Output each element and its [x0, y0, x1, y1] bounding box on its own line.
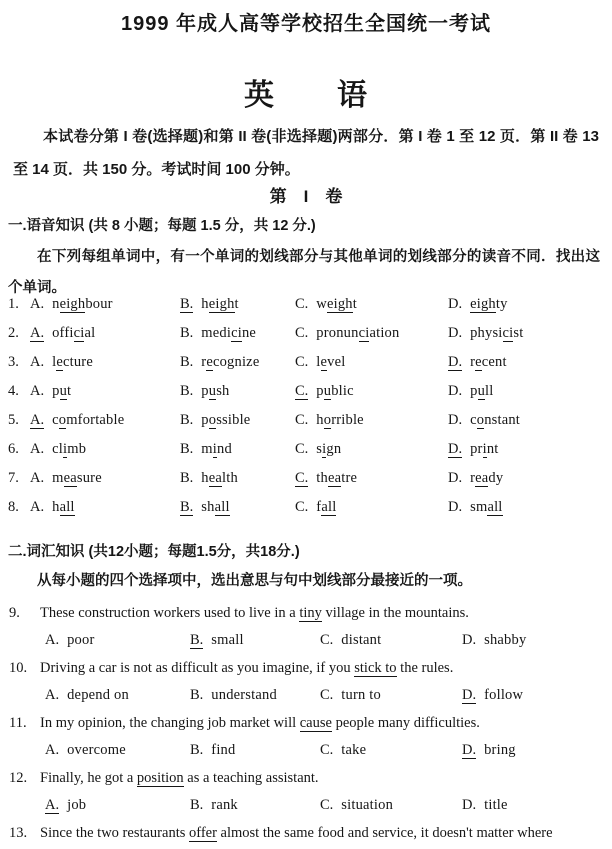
option-letter: A. [30, 470, 45, 486]
option-letter: C. [295, 325, 309, 341]
option-letter: A. [45, 687, 60, 703]
option-word: mind [201, 441, 232, 457]
vocab-question [0, 819, 612, 847]
underlined-segment: i [212, 441, 218, 457]
option-word: turn to [341, 687, 381, 703]
option-word: pull [470, 383, 494, 399]
option-word: small [211, 632, 244, 648]
underlined-segment: all [214, 499, 230, 515]
option-word: put [52, 383, 72, 399]
option-D [448, 383, 612, 400]
underlined-segment: ea [327, 470, 342, 486]
question-number: 12. [9, 770, 28, 786]
option-word: follow [484, 687, 524, 703]
phonetics-question-row [0, 383, 612, 412]
option-C [320, 627, 462, 654]
option-word: push [201, 383, 230, 399]
section2-heading: 二.词汇知识 (共12小题；每题1.5分，共18分.) [8, 544, 300, 560]
underlined-segment: u [323, 383, 332, 399]
underlined-segment: o [58, 412, 67, 428]
phonetics-question-row [0, 325, 612, 354]
option-A [30, 499, 180, 516]
intro-paragraph: 本试卷分第 I 卷(选择题)和第 II 卷(非选择题)两部分．第 I 卷 1 至 12 页．第 II 卷 13 至 14 页．共 150 分。考试时间 100 分钟。 [13, 128, 599, 178]
underlined-segment: eigh [59, 296, 86, 312]
question-number: 7. [8, 470, 19, 486]
underlined-segment: ci [231, 325, 242, 341]
question-sentence: Finally, he got a position as a teaching assistant. [40, 770, 319, 786]
option-letter: C. [295, 470, 309, 486]
question-number: 6. [8, 441, 19, 457]
option-letter: D. [448, 296, 463, 312]
option-C [320, 682, 462, 709]
option-word: health [201, 470, 238, 486]
underlined-segment: o [476, 412, 485, 428]
option-B [190, 737, 320, 764]
option-word: recognize [201, 354, 260, 370]
option-row [0, 792, 612, 819]
question-sentence: In my opinion, the changing job market will cause people many difficulties. [40, 715, 480, 731]
section1-heading: 一.语音知识 (共 8 小题；每题 1.5 分，共 12 分.) [8, 218, 316, 234]
option-word: weight [316, 296, 357, 312]
phonetics-question-row [0, 296, 612, 325]
question-sentence: Driving a car is not as difficult as you imagine, if you stick to the rules. [40, 660, 454, 676]
question-sentence-line [0, 654, 612, 682]
underlined-segment: stick to [354, 660, 397, 676]
option-word: bring [484, 742, 516, 758]
option-word: shall [201, 499, 230, 515]
option-word: eighty [470, 296, 508, 312]
question-sentence-line [0, 819, 612, 847]
underlined-segment: ci [358, 325, 370, 341]
phonetics-question-row [0, 499, 612, 528]
option-letter: D. [448, 412, 463, 428]
option-B [180, 354, 295, 371]
option-A [30, 412, 180, 429]
vocab-question-list [0, 599, 612, 847]
underlined-segment: ci [502, 325, 514, 341]
underlined-segment: ea [63, 470, 77, 486]
option-word: medicine [201, 325, 257, 341]
option-letter: A. [45, 632, 60, 648]
underlined-segment: cause [299, 715, 332, 731]
option-C [320, 792, 462, 819]
option-D [462, 792, 612, 819]
question-number: 10. [9, 660, 28, 676]
question-number: 9. [9, 605, 20, 621]
option-letter: D. [448, 325, 463, 341]
underlined-segment: ea [208, 470, 223, 486]
option-D [448, 354, 612, 371]
option-C [295, 354, 448, 371]
option-letter: C. [320, 687, 334, 703]
option-letter: C. [295, 499, 309, 515]
option-letter: A. [30, 296, 45, 312]
option-D [448, 296, 612, 313]
option-word: fall [316, 499, 337, 515]
option-letter: A. [30, 325, 45, 341]
option-letter: B. [180, 470, 194, 486]
underlined-segment: u [59, 383, 68, 399]
question-sentence: Since the two restaurants offer almost the same food and service, it doesn't matter where [40, 825, 553, 841]
option-word: print [470, 441, 499, 457]
option-row [0, 682, 612, 709]
underlined-segment: i [62, 441, 68, 457]
option-B [180, 470, 295, 487]
option-word: constant [470, 412, 521, 428]
option-letter: C. [320, 797, 334, 813]
question-number: 4. [8, 383, 19, 399]
option-letter: A. [45, 797, 60, 813]
option-D [448, 325, 612, 342]
option-word: possible [201, 412, 251, 428]
option-letter: B. [180, 296, 194, 312]
option-word: sign [316, 441, 342, 457]
option-letter: D. [448, 354, 463, 370]
option-letter: A. [30, 383, 45, 399]
option-A [45, 792, 190, 819]
underlined-segment: offer [189, 825, 217, 841]
option-letter: A. [30, 354, 45, 370]
option-letter: C. [295, 296, 309, 312]
option-letter: D. [448, 383, 463, 399]
option-word: rank [211, 797, 238, 813]
option-A [30, 441, 180, 458]
option-D [448, 470, 612, 487]
subject-title: 英 语 [244, 79, 368, 112]
option-word: hall [52, 499, 75, 515]
question-sentence: These construction workers used to live in a tiny village in the mountains. [40, 605, 469, 621]
option-word: title [484, 797, 508, 813]
option-A [30, 325, 180, 342]
underlined-segment: tiny [299, 605, 322, 621]
option-word: comfortable [52, 412, 125, 428]
phonetics-question-row [0, 441, 612, 470]
option-word: take [341, 742, 367, 758]
option-letter: B. [180, 441, 194, 457]
option-B [190, 627, 320, 654]
underlined-segment: eigh [208, 296, 235, 312]
option-letter: A. [30, 441, 45, 457]
underlined-segment: u [477, 383, 486, 399]
option-B [190, 682, 320, 709]
option-B [180, 412, 295, 429]
option-B [180, 441, 295, 458]
option-letter: D. [462, 797, 477, 813]
option-C [295, 325, 448, 342]
option-word: measure [52, 470, 102, 486]
option-word: job [67, 797, 87, 813]
underlined-segment: eigh [326, 296, 353, 312]
underlined-segment: e [206, 354, 213, 370]
option-D [448, 441, 612, 458]
option-A [45, 682, 190, 709]
underlined-segment: all [487, 499, 503, 515]
vocab-question [0, 599, 612, 654]
underlined-segment: all [321, 499, 337, 515]
option-C [320, 737, 462, 764]
option-word: depend on [67, 687, 129, 703]
underlined-segment: ea [475, 470, 489, 486]
option-word: level [316, 354, 346, 370]
option-word: height [201, 296, 239, 312]
option-letter: B. [190, 632, 204, 648]
option-word: overcome [67, 742, 126, 758]
option-letter: D. [462, 687, 477, 703]
question-number: 2. [8, 325, 19, 341]
option-B [180, 325, 295, 342]
phonetics-question-row [0, 412, 612, 441]
underlined-segment: position [136, 770, 184, 786]
option-word: recent [470, 354, 507, 370]
option-letter: C. [295, 412, 309, 428]
option-A [30, 296, 180, 313]
option-letter: D. [448, 499, 463, 515]
underlined-segment: u [208, 383, 217, 399]
option-C [295, 470, 448, 487]
option-word: distant [341, 632, 382, 648]
option-letter: B. [180, 325, 194, 341]
option-letter: B. [190, 797, 204, 813]
option-word: physicist [470, 325, 524, 341]
option-B [180, 499, 295, 516]
phonetics-question-list [0, 296, 612, 528]
option-letter: A. [45, 742, 60, 758]
option-letter: B. [180, 383, 194, 399]
option-letter: A. [30, 412, 45, 428]
option-C [295, 499, 448, 516]
option-word: shabby [484, 632, 527, 648]
phonetics-question-row [0, 470, 612, 499]
option-row [0, 627, 612, 654]
option-word: pronunciation [316, 325, 400, 341]
option-letter: A. [30, 499, 45, 515]
option-word: poor [67, 632, 95, 648]
option-A [30, 470, 180, 487]
option-letter: D. [448, 441, 463, 457]
option-letter: B. [180, 354, 194, 370]
underlined-segment: i [482, 441, 487, 457]
option-letter: B. [190, 742, 204, 758]
option-C [295, 441, 448, 458]
option-word: find [211, 742, 236, 758]
option-word: climb [52, 441, 87, 457]
vocab-question [0, 764, 612, 819]
question-number: 13. [9, 825, 28, 841]
option-word: theatre [316, 470, 358, 486]
option-C [295, 383, 448, 400]
option-word: lecture [52, 354, 93, 370]
option-word: official [52, 325, 96, 341]
option-word: ready [470, 470, 504, 486]
question-number: 5. [8, 412, 19, 428]
option-letter: C. [295, 383, 309, 399]
question-number: 3. [8, 354, 19, 370]
option-D [462, 627, 612, 654]
vocab-question [0, 654, 612, 709]
option-A [30, 354, 180, 371]
question-number: 1. [8, 296, 19, 312]
option-D [448, 499, 612, 516]
option-letter: D. [448, 470, 463, 486]
option-letter: B. [180, 412, 194, 428]
option-B [180, 383, 295, 400]
underlined-segment: o [208, 412, 217, 428]
option-letter: B. [180, 499, 194, 515]
question-sentence-line [0, 709, 612, 737]
option-word: horrible [316, 412, 364, 428]
option-letter: D. [462, 742, 477, 758]
option-letter: C. [295, 354, 309, 370]
question-sentence-line [0, 599, 612, 627]
option-C [295, 412, 448, 429]
underlined-segment: e [56, 354, 63, 370]
option-B [190, 792, 320, 819]
phonetics-question-row [0, 354, 612, 383]
section1-instruction: 在下列每组单词中，有一个单词的划线部分与其他单词的划线部分的读音不同．找出这个单词。 [8, 249, 600, 296]
question-number: 8. [8, 499, 19, 515]
underlined-segment: o [323, 412, 332, 428]
vocab-question [0, 709, 612, 764]
option-C [295, 296, 448, 313]
section2-instruction: 从每小题的四个选择项中，选出意思与句中划线部分最接近的一项。 [37, 573, 472, 589]
option-A [45, 627, 190, 654]
option-D [448, 412, 612, 429]
option-B [180, 296, 295, 313]
option-word: public [316, 383, 354, 399]
option-letter: D. [462, 632, 477, 648]
option-word: neighbour [52, 296, 113, 312]
option-D [462, 682, 612, 709]
option-word: situation [341, 797, 394, 813]
option-row [0, 737, 612, 764]
option-word: understand [211, 687, 277, 703]
option-letter: C. [320, 632, 334, 648]
underlined-segment: e [475, 354, 482, 370]
option-A [45, 737, 190, 764]
underlined-segment: e [320, 354, 328, 370]
question-number: 11. [9, 715, 27, 731]
underlined-segment: i [322, 441, 327, 457]
underlined-segment: all [59, 499, 75, 515]
volume-heading: 第 I 卷 [269, 187, 343, 206]
option-letter: B. [190, 687, 204, 703]
question-sentence-line [0, 764, 612, 792]
underlined-segment: ci [73, 325, 85, 341]
option-letter: C. [295, 441, 309, 457]
option-word: small [470, 499, 503, 515]
exam-title: 1999 年成人高等学校招生全国统一考试 [120, 13, 492, 35]
option-D [462, 737, 612, 764]
option-A [30, 383, 180, 400]
underlined-segment: eigh [470, 296, 496, 312]
option-letter: C. [320, 742, 334, 758]
